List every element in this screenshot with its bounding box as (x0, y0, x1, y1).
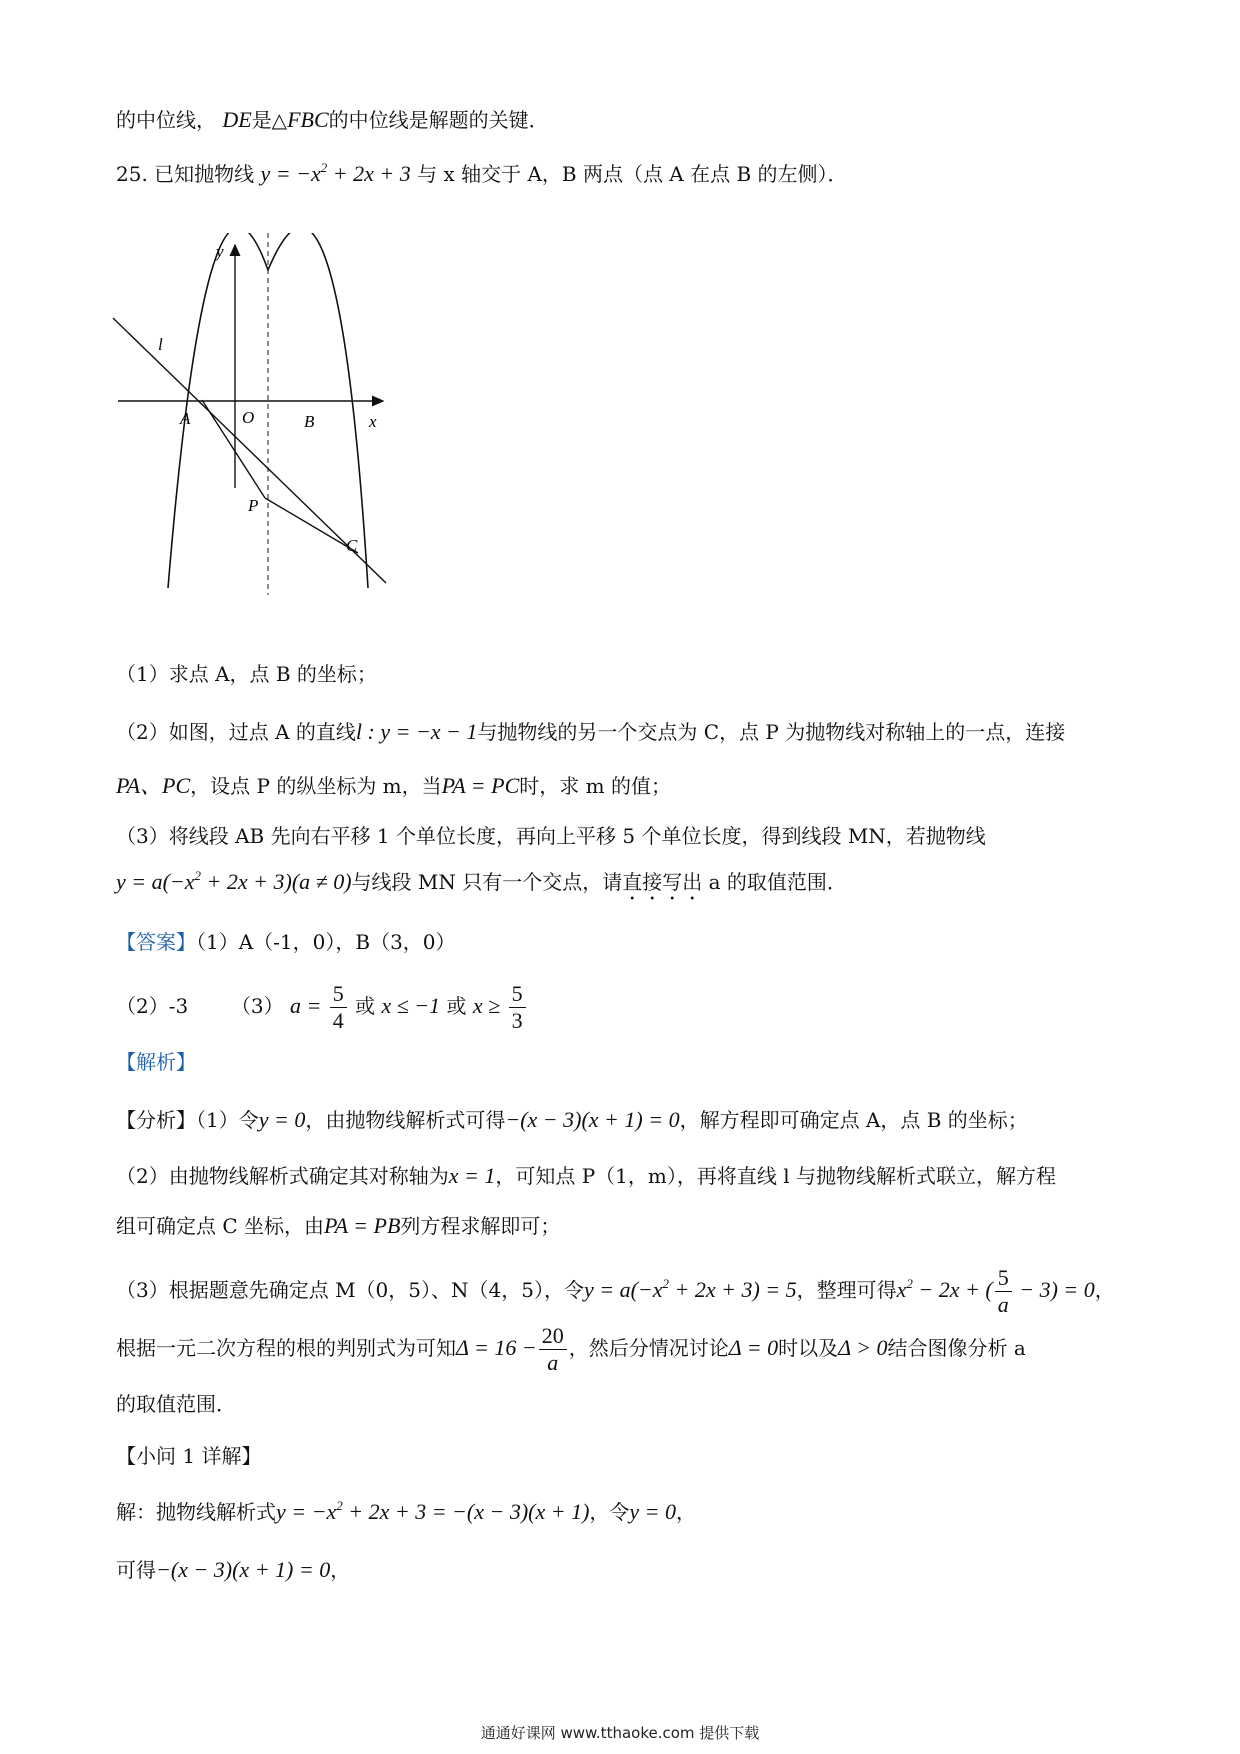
label-y: y (216, 242, 224, 261)
page-footer: 通通好课网 www.tthaoke.com 提供下载 (480, 1724, 760, 1742)
p2-text-d: 列方程求解即可； (400, 1214, 561, 1238)
problem-number: 25. 已知抛物线 (116, 162, 255, 186)
label-origin: O (242, 408, 255, 427)
s2-eq: −(x − 3)(x + 1) = 0 (156, 1557, 331, 1582)
s1-eq2: y = 0 (629, 1499, 677, 1524)
analysis-p2-line1 (116, 1162, 1056, 1190)
p3-eq2-end: − 3) = 0 (1013, 1277, 1095, 1302)
s1-text-a: 解：抛物线解析式 (116, 1500, 276, 1524)
prev-text-c: 是△ (251, 108, 288, 132)
analysis-p5: 的取值范围． (116, 1392, 236, 1416)
label-c: C (346, 536, 358, 555)
prev-math-de: DE (222, 107, 252, 132)
question-2-line2 (116, 772, 671, 800)
p4-text-c: 时以及 (778, 1336, 839, 1360)
answer-3-label: （3） (230, 994, 284, 1018)
p2-text-a: （2）由抛物线解析式确定其对称轴为 (116, 1164, 449, 1188)
q2-text-b: 与抛物线的另一个交点为 C，点 P 为抛物线对称轴上的一点，连接 (477, 720, 1066, 744)
answer-3-eq-b: x ≤ −1 (381, 993, 441, 1018)
q2-text-end: 时，求 m 的值； (519, 774, 671, 798)
detail-step1 (116, 1498, 696, 1526)
question-3-line2 (116, 868, 847, 905)
q2-segments: PA、PC (116, 773, 191, 798)
problem-text: 与 x 轴交于 A，B 两点（点 A 在点 B 的左侧）． (417, 162, 848, 186)
p4-text-d: 结合图像分析 a (887, 1336, 1026, 1360)
label-x: x (369, 412, 377, 431)
p4-text-a: 根据一元二次方程的根的判别式为可知 (116, 1336, 456, 1360)
answer-line1 (116, 928, 456, 956)
q3-emphasis: 直接写出 (622, 870, 703, 894)
prev-math-fbc: FBC (287, 107, 329, 132)
answer-2: （2）-3 (116, 994, 189, 1018)
p4-eq2: Δ = 0 (728, 1335, 779, 1360)
segment-pc (265, 498, 358, 553)
question-1: （1）求点 A，点 B 的坐标； (116, 662, 377, 686)
p3-text-a: （3）根据题意先确定点 M（0，5）、N（4，5），令 (116, 1278, 584, 1302)
analysis-p3 (116, 1262, 1115, 1318)
p4-fraction: $\frac{20}{a}$ (539, 1323, 567, 1376)
answer-tag: 【答案】 (116, 930, 196, 954)
detail-tag: 【小问 1 详解】 (116, 1444, 262, 1468)
p1-text-a: （1）令 (196, 1108, 259, 1132)
segment-pa (202, 400, 265, 498)
s1-text-c: ， (676, 1500, 697, 1524)
q2-condition: PA = PC (441, 773, 520, 798)
p2-eq: x = 1 (448, 1163, 496, 1188)
label-p: P (248, 496, 259, 515)
answer-or-2: 或 (446, 994, 467, 1018)
p1-text-b: ，由抛物线解析式可得 (305, 1108, 506, 1132)
question-2-line1 (116, 718, 1065, 746)
q3-equation: $y = a(-x^2 + 2x + 3)(a \ne 0)$ (116, 868, 352, 894)
answer-line2 (116, 978, 528, 1034)
s2-text-b: ， (330, 1558, 351, 1582)
p2-text-b: ，可知点 P（1，m），再将直线 l 与抛物线解析式联立，解方程 (495, 1164, 1056, 1188)
p4-text-b: ，然后分情况讨论 (568, 1336, 729, 1360)
p1-text-c: ，解方程即可确定点 A，点 B 的坐标； (679, 1108, 1028, 1132)
p3-fraction: $\frac{5}{a}$ (995, 1265, 1012, 1318)
p1-eq1: y = 0 (258, 1107, 306, 1132)
answer-or-1: 或 (355, 994, 376, 1018)
label-b: B (304, 412, 315, 431)
s1-eq: $y = -x^2 + 2x + 3 = -(x - 3)(x + 1)$ (276, 1498, 590, 1524)
p1-eq2: −(x − 3)(x + 1) = 0 (505, 1107, 680, 1132)
analysis-fx-tag: 【分析】 (116, 1108, 196, 1132)
label-l: l (158, 335, 163, 354)
p3-eq2: $x^2 - 2x$ + ( (896, 1276, 993, 1302)
question-3-line1: （3）将线段 AB 先向右平移 1 个单位长度，再向上平移 5 个单位长度，得到线段 MN，若抛物线 (116, 824, 986, 848)
prev-solution-tail (116, 106, 549, 134)
parabola-equation: $y = -x^2 + 2x + 3$ (260, 160, 411, 186)
p4-eq3: Δ > 0 (838, 1335, 888, 1360)
detail-step2 (116, 1556, 350, 1584)
analysis-p4 (116, 1320, 1026, 1376)
q3-text-end: a 的取值范围． (702, 870, 847, 894)
prev-text-e: 的中位线是解题的关键． (328, 108, 549, 132)
q2-line-equation: l : y = −x − 1 (355, 719, 478, 744)
q3-text-b: 与线段 MN 只有一个交点，请 (351, 870, 623, 894)
q2-text-c: ，设点 P 的纵坐标为 m，当 (190, 774, 442, 798)
problem-statement (116, 160, 848, 188)
p2-text-c: 组可确定点 C 坐标，由 (116, 1214, 325, 1238)
answer-3-eq-a: a = (290, 993, 322, 1018)
s2-text-a: 可得 (116, 1558, 156, 1582)
answer-1: （1）A（-1，0），B（3，0） (196, 930, 456, 954)
analysis-p2-line2 (116, 1212, 560, 1240)
p3-end: ， (1094, 1278, 1115, 1302)
label-a: A (180, 409, 191, 428)
analysis-p1 (116, 1106, 1028, 1134)
parabola-figure (108, 233, 408, 603)
q2-text-a: （2）如图，过点 A 的直线 (116, 720, 356, 744)
analysis-tag: 【解析】 (116, 1050, 196, 1074)
prev-text-a: 的中位线， (116, 108, 216, 132)
answer-3-eq-c: x ≥ (472, 993, 501, 1018)
p3-text-b: ，整理可得 (796, 1278, 897, 1302)
p4-eq: Δ = 16 − (456, 1335, 537, 1360)
p3-eq: $y = a(-x^2 + 2x + 3) = 5$ (583, 1276, 797, 1302)
answer-fraction-5-3: $\frac{5}{3}$ (509, 981, 526, 1034)
p2-eq2: PA = PB (324, 1213, 401, 1238)
answer-fraction-5-4: $\frac{5}{4}$ (330, 981, 347, 1034)
s1-text-b: ，令 (589, 1500, 630, 1524)
